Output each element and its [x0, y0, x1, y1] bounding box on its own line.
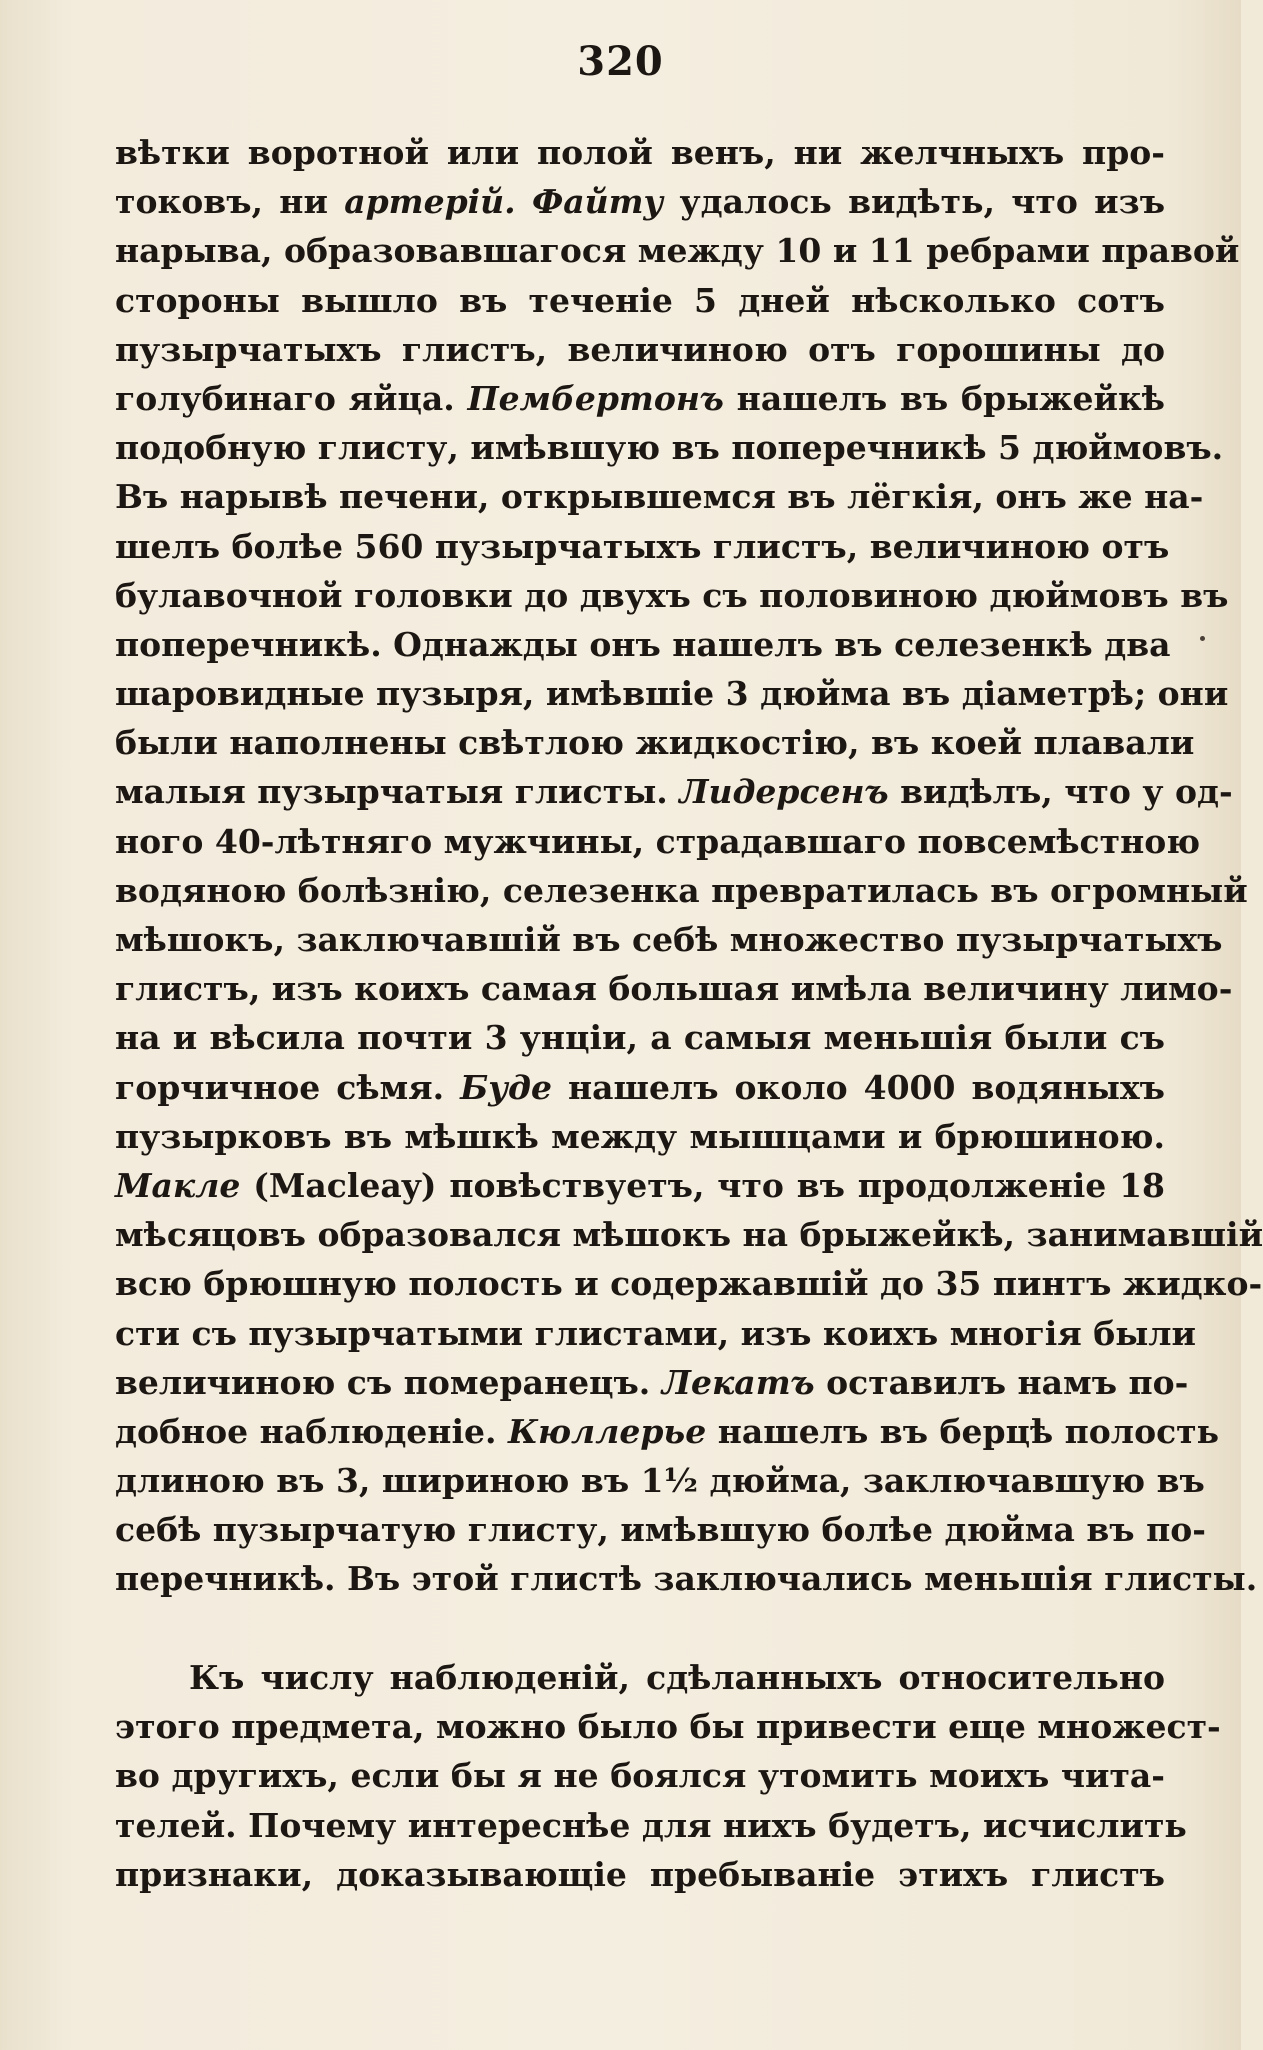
text-line	[115, 325, 1165, 374]
italic-name: Файту	[531, 182, 664, 222]
text-segment: нашелъ въ брыжейкѣ	[723, 378, 1165, 418]
text-line	[115, 1309, 1197, 1358]
text-segment: телей. Почему интереснѣе для нихъ будетъ, исчислить	[115, 1805, 1187, 1845]
text-line	[115, 128, 1165, 177]
text-segment: во другихъ, если бы я не боялся утомить моихъ чита-	[115, 1756, 1165, 1796]
text-line	[115, 1063, 1165, 1112]
paragraph-1	[115, 128, 1263, 1604]
text-line	[115, 1554, 1258, 1603]
text-segment: добное наблюденіе.	[115, 1411, 508, 1451]
italic-name: Буде	[460, 1067, 552, 1107]
text-segment: сти съ пузырчатыми глистами, изъ коихъ многія были	[115, 1313, 1197, 1353]
italic-name: Пембертонъ	[467, 378, 724, 418]
text-line	[115, 1850, 1165, 1899]
text-line	[115, 1358, 1189, 1407]
text-line	[115, 866, 1248, 915]
text-segment: токовъ, ни	[115, 182, 345, 222]
italic-name: артерій.	[344, 182, 516, 222]
text-segment: видѣлъ, что у од-	[888, 772, 1233, 812]
text-segment: (Macleay) повѣствуетъ, что въ продолженіе 18	[240, 1165, 1165, 1205]
text-segment: шелъ болѣе 560 пузырчатыхъ глистъ, величиною отъ	[115, 526, 1170, 566]
text-segment: мѣсяцовъ образовался мѣшокъ на брыжейкѣ, занимавшій	[115, 1215, 1263, 1255]
text-segment: нарыва, образовавшагося между 10 и 11 ребрами правой	[115, 231, 1240, 271]
text-segment: стороны вышло въ теченіе 5 дней нѣсколько сотъ	[115, 280, 1165, 320]
text-segment: поперечникѣ. Однажды онъ нашелъ въ селезенкѣ два	[115, 624, 1171, 664]
text-segment: признаки, доказывающіе пребываніе этихъ глистъ	[115, 1854, 1165, 1894]
text-segment: удалось видѣть, что изъ	[663, 182, 1166, 222]
paragraph-2	[115, 1653, 1221, 1899]
text-segment: оставилъ намъ по-	[814, 1362, 1189, 1402]
text-line	[115, 1210, 1263, 1259]
text-line	[115, 423, 1224, 472]
text-segment: на и вѣсила почти 3 унціи, а самыя меньшія были съ	[115, 1018, 1165, 1058]
text-line	[115, 1259, 1263, 1308]
text-segment	[516, 182, 532, 221]
text-line	[115, 1456, 1205, 1505]
text-segment: булавочной головки до двухъ съ половиною дюймовъ въ	[115, 575, 1229, 615]
text-line	[115, 767, 1233, 816]
text-line	[115, 1751, 1165, 1800]
text-line	[115, 620, 1171, 669]
text-segment: нашелъ въ берцѣ полость	[706, 1411, 1220, 1451]
text-segment: этого предмета, можно было бы привести еще множест-	[115, 1707, 1221, 1747]
text-segment: горчичное сѣмя.	[115, 1067, 461, 1107]
text-line	[115, 1702, 1221, 1751]
text-segment: голубинаго яйца.	[115, 378, 468, 418]
text-segment: малыя пузырчатыя глисты.	[115, 772, 680, 812]
text-line	[115, 226, 1240, 275]
text-line	[115, 571, 1229, 620]
text-segment: длиною въ 3, шириною въ 1½ дюйма, заключавшую въ	[115, 1461, 1205, 1501]
text-segment: глистъ, изъ коихъ самая большая имѣла величину лимо-	[115, 969, 1233, 1009]
text-line	[115, 177, 1165, 226]
text-segment: всю брюшную полость и содержавшій до 35 пинтъ жидко-	[115, 1264, 1263, 1304]
text-line	[115, 817, 1201, 866]
text-line	[115, 669, 1229, 718]
italic-name: Кюллерье	[507, 1411, 707, 1451]
text-line	[115, 718, 1195, 767]
text-segment: Къ числу наблюденій, сдѣланныхъ относительно	[189, 1658, 1165, 1697]
text-segment: ного 40-лѣтняго мужчины, страдавшаго повсемѣстною	[115, 821, 1201, 861]
text-segment: себѣ пузырчатую глисту, имѣвшую болѣе дюйма въ по-	[115, 1510, 1206, 1550]
italic-name: Лекатъ	[661, 1362, 815, 1402]
italic-name: Лидерсенъ	[679, 772, 889, 812]
text-segment: величиною съ померанецъ.	[115, 1362, 662, 1402]
text-line	[115, 374, 1165, 423]
text-segment: подобную глисту, имѣвшую въ поперечникѣ 5 дюймовъ.	[115, 428, 1224, 468]
text-line	[115, 1801, 1187, 1850]
text-segment: пузырковъ въ мѣшкѣ между мышцами и брюшиною.	[115, 1116, 1165, 1156]
text-line	[115, 1407, 1220, 1456]
text-segment: пузырчатыхъ глистъ, величиною отъ горошины до	[115, 329, 1165, 369]
text-line	[115, 915, 1223, 964]
text-line	[115, 1013, 1165, 1062]
text-segment: вѣтки воротной или полой венъ, ни желчныхъ про-	[115, 133, 1165, 172]
text-line	[115, 1112, 1165, 1161]
text-segment: Въ нарывѣ печени, открывшемся въ лёгкія, онъ же на-	[115, 477, 1204, 517]
text-segment: перечникѣ. Въ этой глистѣ заключались меньшія глисты.	[115, 1559, 1258, 1599]
text-segment: были наполнены свѣтлою жидкостію, въ коей плавали	[115, 723, 1195, 763]
text-line	[115, 522, 1170, 571]
text-segment: шаровидные пузыря, имѣвшіе 3 дюйма въ діаметрѣ; они	[115, 674, 1229, 714]
text-segment: мѣшокъ, заключавшій въ себѣ множество пузырчатыхъ	[115, 920, 1223, 959]
text-segment: нашелъ около 4000 водяныхъ	[551, 1067, 1165, 1107]
text-line	[115, 964, 1233, 1013]
ink-speck	[1200, 636, 1205, 641]
text-segment: водяною болѣзнію, селезенка превратилась въ огромный	[115, 870, 1248, 910]
italic-name: Макле	[115, 1165, 241, 1205]
text-line	[115, 276, 1165, 325]
text-line	[115, 1505, 1206, 1554]
text-line	[115, 1653, 1165, 1702]
page-number: 320	[577, 38, 664, 85]
text-line	[115, 1161, 1165, 1210]
text-line	[115, 472, 1204, 521]
